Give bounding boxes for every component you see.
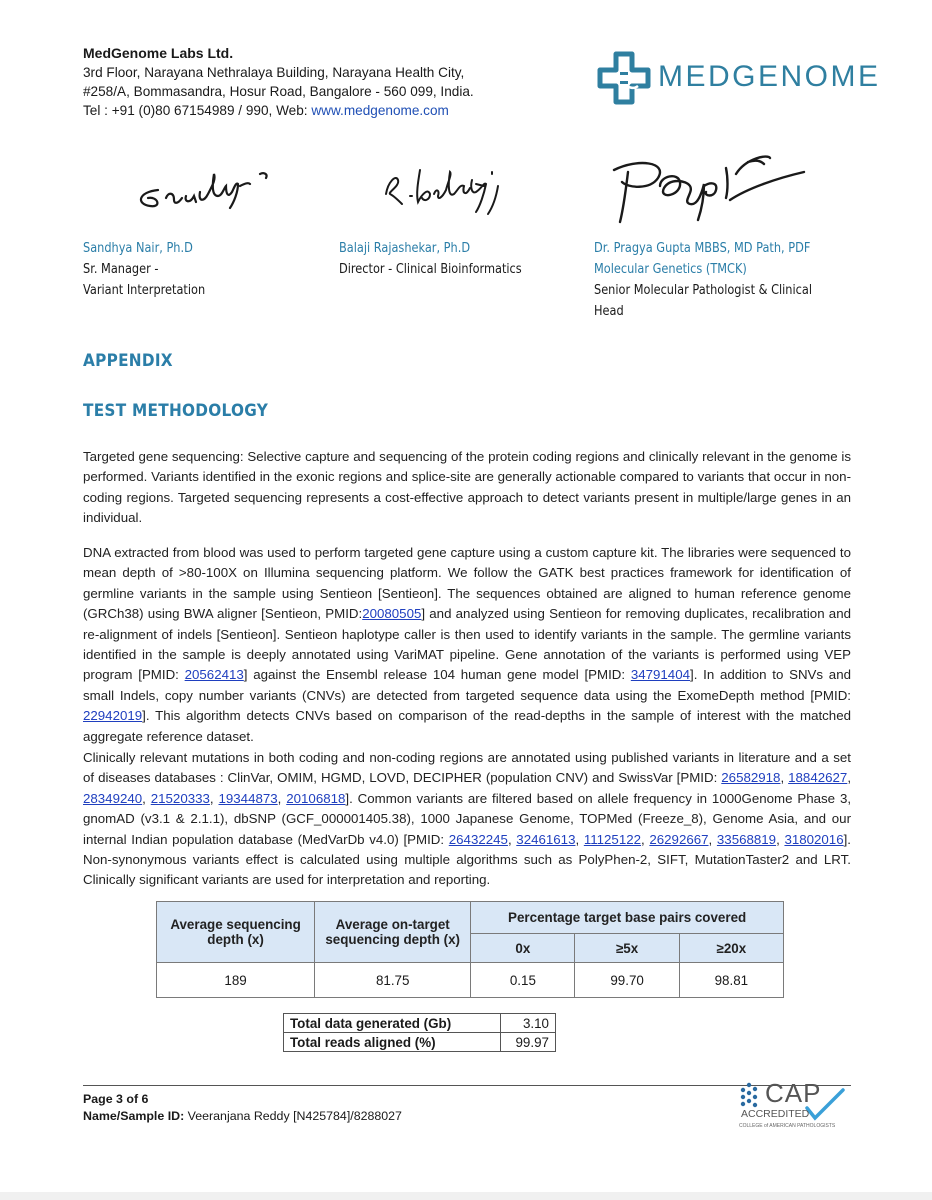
pmid-link[interactable]: 26292667 xyxy=(649,831,709,847)
signatory-qualification: Molecular Genetics (TMCK) xyxy=(594,262,747,277)
cell-0x: 0.15 xyxy=(471,963,575,998)
text-run: ] and analyzed using Sentieon for removing duplicates, recalibration and re-alignment of indels [Sentieon]. Sentieon haplotype caller is then used to identify variants in the sample. The germline variants identified in the sample is deeply annotated using VariMAT pipeline. Gene annotation of the variants is performed using VEP program [PMID: xyxy=(83,606,851,683)
separator: , xyxy=(780,770,789,786)
separator: , xyxy=(277,790,287,806)
text-run: ]. In addition to SNVs and small Indels, copy number variants (CNVs) are detected from targeted sequence data using the ExomeDepth method [PMID: xyxy=(83,667,851,703)
paragraph-annotation xyxy=(83,748,851,891)
paragraph-dna-pipeline xyxy=(83,543,851,747)
pmid-link[interactable]: 20106818 xyxy=(286,790,346,806)
pmid-link[interactable]: 33568819 xyxy=(716,831,777,847)
signatory-role: Senior Molecular Pathologist & Clinical xyxy=(594,283,812,298)
text-run: Clinically relevant mutations in both coding and non-coding regions are annotated using published variants in literature and a set of diseases databases : ClinVar, OMIM, HGMD, LOVD, DECIPHER (population CNV) and SwissVar [PMID: xyxy=(83,750,851,786)
signatory-sandhya xyxy=(83,238,205,301)
table-row xyxy=(284,1033,556,1052)
cell-on-target-depth: 81.75 xyxy=(315,963,471,998)
signatory-name: Dr. Pragya Gupta MBBS, MD Path, PDF xyxy=(594,241,811,256)
pmid-link[interactable]: 22942019 xyxy=(83,708,143,724)
header-5x: ≥5x xyxy=(575,934,679,963)
pmid-link[interactable]: 32461613 xyxy=(516,831,576,847)
text-run: ]. Non-synonymous variants effect is calculated using multiple algorithms such as PolyPhen-2, SIFT, MutationTaster2 and LRT. Clinically significant variants are used for interpretation and reporting. xyxy=(83,831,851,888)
contact-text: Tel : +91 (0)80 67154989 / 990, Web: xyxy=(83,103,312,118)
pmid-link[interactable]: 26432245 xyxy=(448,831,508,847)
signature-sandhya xyxy=(128,152,298,222)
pmid-link[interactable]: 21520333 xyxy=(150,790,210,806)
footer-info xyxy=(83,1091,402,1125)
signature-pragya xyxy=(598,148,818,228)
header-20x: ≥20x xyxy=(679,934,783,963)
signature-balaji xyxy=(372,158,532,218)
separator: , xyxy=(776,831,785,847)
separator: , xyxy=(575,831,584,847)
separator: , xyxy=(708,831,717,847)
cap-text: CAP xyxy=(765,1078,822,1108)
row-value: 99.97 xyxy=(501,1033,556,1052)
cap-accredited-logo xyxy=(735,1078,853,1134)
pmid-link[interactable]: 20080505 xyxy=(362,606,422,622)
page-number: Page 3 of 6 xyxy=(83,1092,149,1106)
separator: , xyxy=(507,831,517,847)
pmid-link[interactable]: 11125122 xyxy=(583,831,642,847)
signatory-role: Head xyxy=(594,304,624,319)
company-address-block xyxy=(83,44,474,120)
row-label: Total reads aligned (%) xyxy=(284,1033,501,1052)
table-row xyxy=(284,1014,556,1033)
pmid-link[interactable]: 26582918 xyxy=(721,770,781,786)
cell-20x: 98.81 xyxy=(679,963,783,998)
contact-line xyxy=(83,101,474,120)
header-avg-depth: Average sequencing depth (x) xyxy=(157,902,315,963)
cell-5x: 99.70 xyxy=(575,963,679,998)
medgenome-cross-icon xyxy=(596,50,652,106)
signatory-pragya xyxy=(594,238,812,322)
signatory-role: Variant Interpretation xyxy=(83,283,206,298)
text-run: ]. This algorithm detects CNVs based on comparison of the read-depths in the sample of interest with the matched aggregate reference dataset. xyxy=(83,708,851,744)
address-line-2: #258/A, Bommasandra, Hosur Road, Bangalore - 560 099, India. xyxy=(83,84,474,99)
logo-wordmark: MEDGENOME xyxy=(658,60,881,93)
header-0x: 0x xyxy=(471,934,575,963)
appendix-heading: APPENDIX xyxy=(83,351,173,371)
company-name: MedGenome Labs Ltd. xyxy=(83,45,234,61)
paragraph-targeted-sequencing: Targeted gene sequencing: Selective capture and sequencing of the protein coding regions and clinically relevant in the genome is performed. Variants identified in the exonic regions and splice-site are generally actionable compared to variants that occur in non-coding regions. Targeted sequencing represents a cost-effective approach to detect variants present in multiple/large genes in an individual. xyxy=(83,449,851,526)
signatory-role: Sr. Manager - xyxy=(83,262,159,277)
medgenome-logo xyxy=(596,50,886,106)
text-run: ]. Common variants are filtered based on allele frequency in 1000Genome Phase 3, gnomAD (v3.1 & 2.1.1), dbSNP (GCF_000001405.38), 1000 Japanese Genome, TOPMed (Freeze_8), Genome Asia, and our internal Indian population database (MedVarDb v4.0) [PMID: xyxy=(83,790,852,847)
bottom-band xyxy=(0,1192,932,1200)
cap-subtitle: COLLEGE of AMERICAN PATHOLOGISTS xyxy=(739,1123,836,1129)
row-value: 3.10 xyxy=(501,1014,556,1033)
pmid-link[interactable]: 31802016 xyxy=(784,831,844,847)
header-on-target-depth: Average on-target sequencing depth (x) xyxy=(315,902,471,963)
sample-id-value: Veeranjana Reddy [N425784]/8288027 xyxy=(184,1109,402,1123)
header-percentage-covered: Percentage target base pairs covered xyxy=(471,902,784,934)
signatory-role: Director - Clinical Bioinformatics xyxy=(339,262,522,277)
row-label: Total data generated (Gb) xyxy=(284,1014,501,1033)
pmid-link[interactable]: 18842627 xyxy=(788,770,848,786)
address-line-1: 3rd Floor, Narayana Nethralaya Building, Narayana Health City, xyxy=(83,65,465,80)
separator: , xyxy=(142,790,151,806)
signatory-name: Sandhya Nair, Ph.D xyxy=(83,241,193,256)
separator: , xyxy=(209,790,219,806)
cap-accredited-text: ACCREDITED xyxy=(741,1108,810,1120)
sample-id-label: Name/Sample ID: xyxy=(83,1109,185,1123)
text-run: DNA extracted from blood was used to perform targeted gene capture using a custom capture kit. The libraries were sequenced to mean depth of >80-100X on Illumina sequencing platform. We follow the GATK best practices framework for identification of germline variants in the sample using Sentieon [Sentieon]. The sequences obtained are aligned to human reference genome (GRCh38) using BWA aligner [Sentieon, PMID: xyxy=(83,545,851,622)
pmid-link[interactable]: 19344873 xyxy=(218,790,278,806)
signatory-balaji xyxy=(339,238,522,280)
website-link[interactable]: www.medgenome.com xyxy=(311,103,449,118)
separator: , xyxy=(641,831,650,847)
separator: , xyxy=(847,770,852,786)
pmid-link[interactable]: 20562413 xyxy=(184,667,244,683)
pmid-link[interactable]: 34791404 xyxy=(630,667,690,683)
signatory-name: Balaji Rajashekar, Ph.D xyxy=(339,241,471,256)
data-summary-table xyxy=(283,1013,556,1052)
pmid-link[interactable]: 28349240 xyxy=(83,790,143,806)
methodology-heading: TEST METHODOLOGY xyxy=(83,401,269,421)
cell-avg-depth: 189 xyxy=(157,963,315,998)
coverage-table xyxy=(156,901,784,998)
text-run: ] against the Ensembl release 104 human gene model [PMID: xyxy=(243,667,631,683)
